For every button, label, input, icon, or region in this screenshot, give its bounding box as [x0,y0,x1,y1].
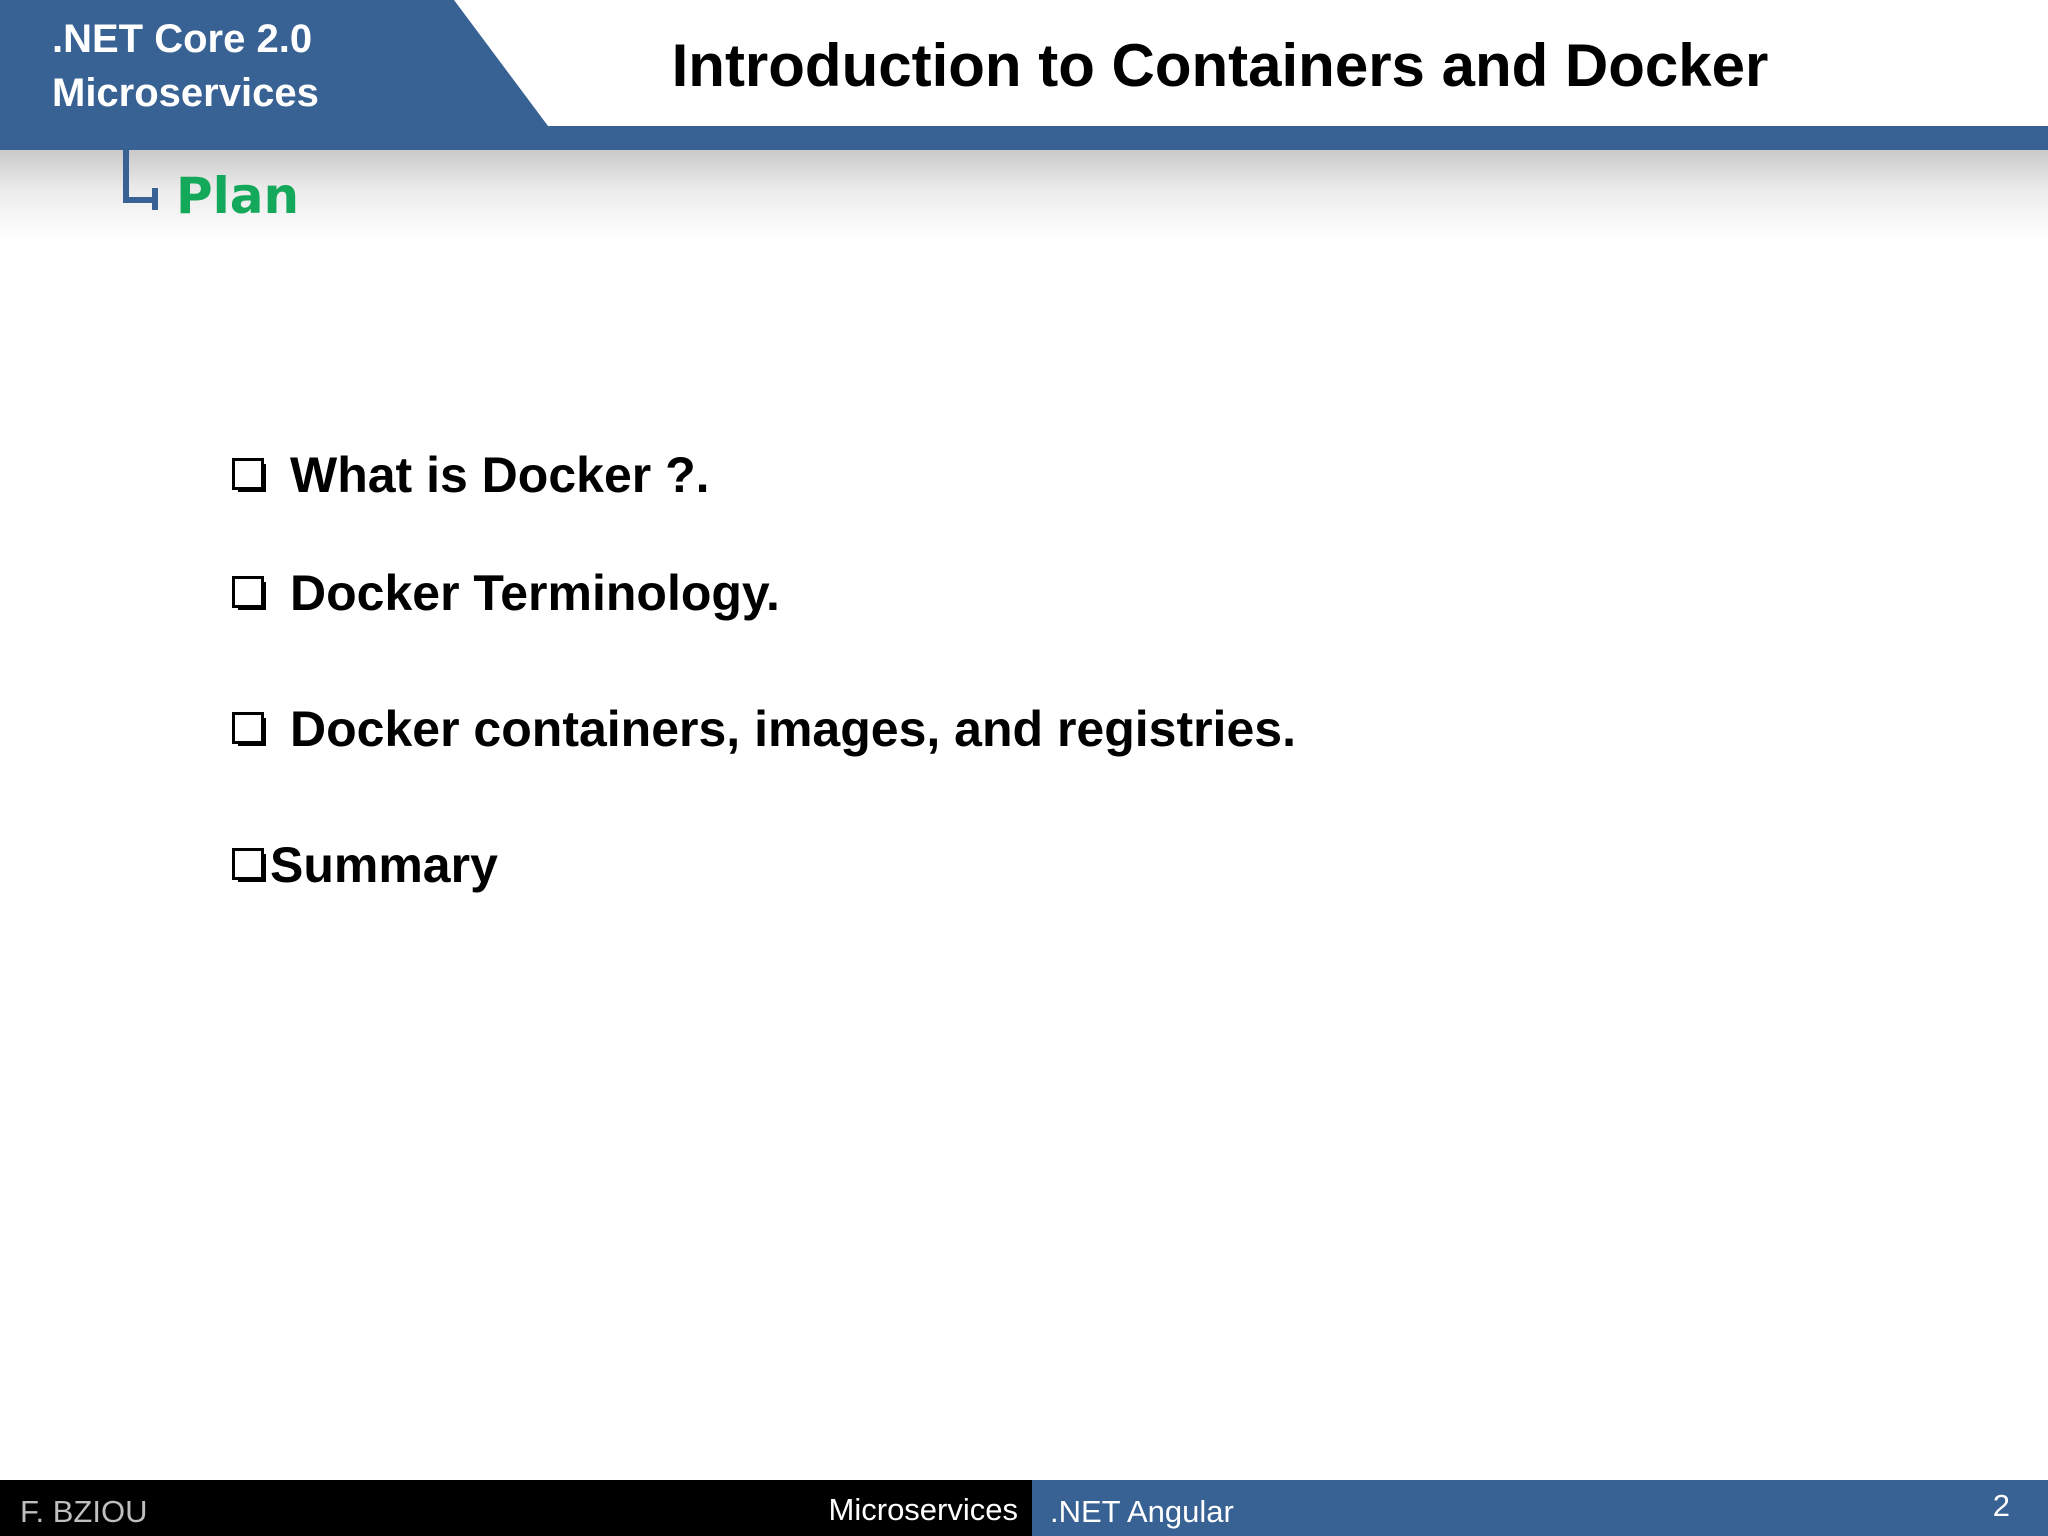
checkbox-icon [232,848,266,882]
footer-center-label: Microservices [828,1492,1018,1527]
page-number: 2 [1992,1488,2010,1523]
agenda-item-text: What is Docker ?. [290,447,710,503]
course-title [52,12,412,120]
agenda-item [232,562,780,624]
checkbox-icon [232,712,266,746]
footer-left-band [0,1480,1032,1536]
agenda-item-text: Docker containers, images, and registries. [290,701,1296,757]
agenda-item [232,698,1296,760]
agenda-item [232,444,710,506]
footer-subtitle: .NET Angular [1050,1494,1234,1529]
course-title-line1: .NET Core 2.0 [52,17,313,61]
section-label: Plan [176,167,300,225]
course-tab [0,0,548,150]
agenda-item [232,834,498,896]
slide-title: Introduction to Containers and Docker [671,32,1769,99]
footer [0,1480,2048,1536]
course-title-line2: Microservices [52,71,319,115]
section-connector-icon [122,150,162,210]
header-shadow [0,150,2048,240]
checkbox-icon [232,458,266,492]
checkbox-icon [232,576,266,610]
agenda-item-text: Docker Terminology. [290,565,780,621]
agenda-item-text: Summary [270,837,498,893]
footer-author: F. BZIOU [20,1494,148,1529]
footer-right-band [1032,1480,2048,1536]
